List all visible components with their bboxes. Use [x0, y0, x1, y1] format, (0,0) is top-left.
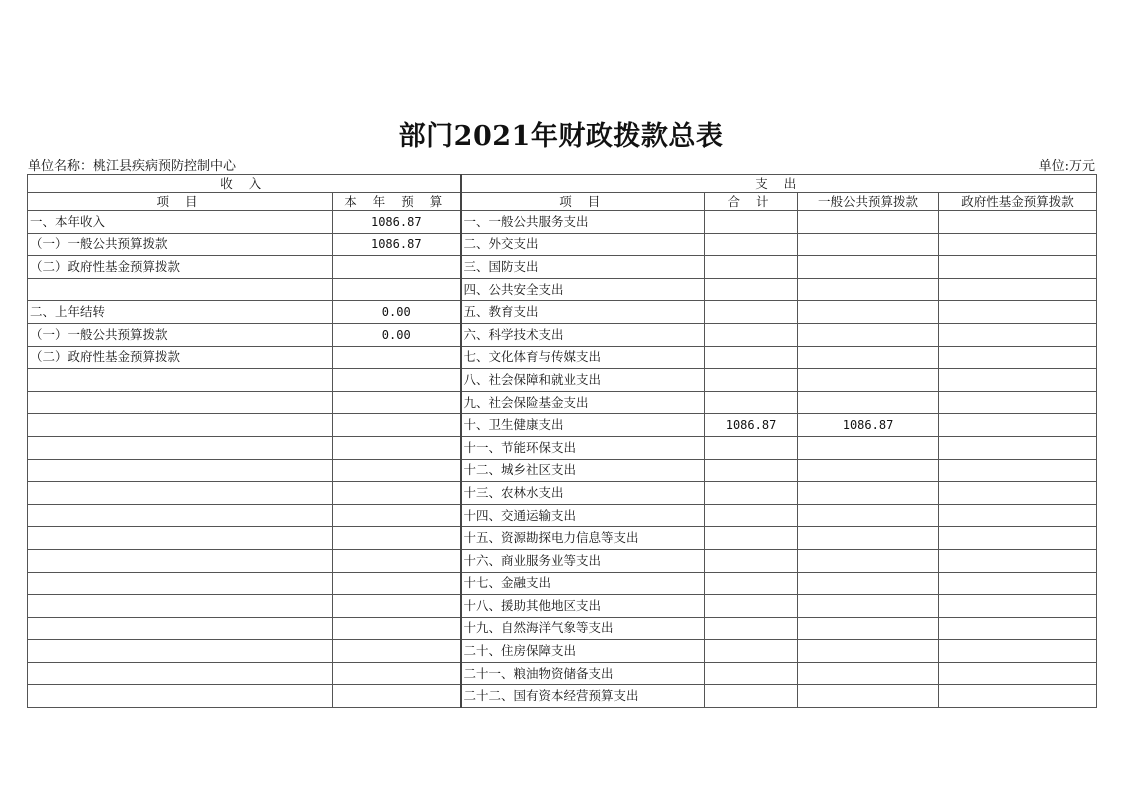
general-budget-cell: [798, 595, 939, 618]
expense-total-cell: [705, 572, 798, 595]
expense-item-cell: 一、一般公共服务支出: [461, 211, 705, 234]
general-budget-cell: [798, 436, 939, 459]
expense-total-cell: [705, 640, 798, 663]
table-row: [28, 278, 1097, 301]
expense-item-cell: 十七、金融支出: [461, 572, 705, 595]
fund-budget-cell: [939, 233, 1097, 256]
table-row: [28, 595, 1097, 618]
general-budget-cell: [798, 391, 939, 414]
expense-total-cell: 1086.87: [705, 414, 798, 437]
expense-total-cell: [705, 369, 798, 392]
income-item-cell: [28, 504, 333, 527]
general-budget-cell: [798, 346, 939, 369]
income-item-cell: [28, 595, 333, 618]
fund-budget-cell: [939, 391, 1097, 414]
income-item-cell: （一）一般公共预算拨款: [28, 323, 333, 346]
income-amount-cell: 0.00: [333, 323, 461, 346]
expense-total-cell: [705, 685, 798, 708]
expense-item-cell: 五、教育支出: [461, 301, 705, 324]
income-amount-cell: [333, 572, 461, 595]
table-row: [28, 662, 1097, 685]
expense-item-cell: 十、卫生健康支出: [461, 414, 705, 437]
general-budget-cell: [798, 323, 939, 346]
income-amount-cell: [333, 278, 461, 301]
general-budget-cell: [798, 278, 939, 301]
expense-item-cell: 十五、资源勘探电力信息等支出: [461, 527, 705, 550]
expense-total-cell: [705, 301, 798, 324]
table-row: [28, 572, 1097, 595]
income-item-cell: [28, 278, 333, 301]
table-row: [28, 369, 1097, 392]
expense-total-cell: [705, 323, 798, 346]
income-item-cell: （二）政府性基金预算拨款: [28, 256, 333, 279]
income-amount-cell: 1086.87: [333, 211, 461, 234]
expense-item-cell: 十三、农林水支出: [461, 482, 705, 505]
general-budget-cell: [798, 504, 939, 527]
income-amount-cell: [333, 459, 461, 482]
general-budget-cell: [798, 685, 939, 708]
expense-item-header: 项 目: [461, 193, 705, 211]
fund-budget-cell: [939, 504, 1097, 527]
fund-budget-cell: [939, 323, 1097, 346]
income-amount-cell: [333, 617, 461, 640]
general-budget-cell: [798, 459, 939, 482]
expense-item-cell: 九、社会保险基金支出: [461, 391, 705, 414]
income-item-cell: [28, 640, 333, 663]
income-item-cell: （二）政府性基金预算拨款: [28, 346, 333, 369]
general-budget-cell: [798, 640, 939, 663]
income-amount-cell: [333, 549, 461, 572]
table-row: [28, 482, 1097, 505]
fund-budget-cell: [939, 527, 1097, 550]
table-row: [28, 459, 1097, 482]
fund-budget-cell: [939, 482, 1097, 505]
table-row: [28, 346, 1097, 369]
expense-item-cell: 十二、城乡社区支出: [461, 459, 705, 482]
general-budget-cell: 1086.87: [798, 414, 939, 437]
expense-total-cell: [705, 459, 798, 482]
income-amount-cell: [333, 436, 461, 459]
income-header: 收 入: [28, 175, 461, 193]
fund-budget-cell: [939, 414, 1097, 437]
income-item-cell: [28, 369, 333, 392]
general-budget-cell: [798, 617, 939, 640]
expense-item-cell: 二、外交支出: [461, 233, 705, 256]
table-row: [28, 617, 1097, 640]
expense-item-cell: 七、文化体育与传媒支出: [461, 346, 705, 369]
income-amount-cell: [333, 595, 461, 618]
expense-item-cell: 十四、交通运输支出: [461, 504, 705, 527]
fund-budget-header: 政府性基金预算拨款: [939, 193, 1097, 211]
table-row: [28, 414, 1097, 437]
expense-item-cell: 六、科学技术支出: [461, 323, 705, 346]
expense-item-cell: 四、公共安全支出: [461, 278, 705, 301]
income-amount-cell: [333, 527, 461, 550]
expense-total-cell: [705, 527, 798, 550]
income-item-cell: [28, 549, 333, 572]
fund-budget-cell: [939, 459, 1097, 482]
income-amount-cell: 0.00: [333, 301, 461, 324]
expense-total-cell: [705, 211, 798, 234]
income-item-cell: 一、本年收入: [28, 211, 333, 234]
expense-item-cell: 十一、节能环保支出: [461, 436, 705, 459]
income-amount-cell: [333, 256, 461, 279]
table-row: [28, 685, 1097, 708]
expense-total-cell: [705, 233, 798, 256]
expense-total-cell: [705, 391, 798, 414]
expense-header: 支 出: [461, 175, 1097, 193]
unit-label: 单位:万元: [1038, 159, 1095, 174]
expense-total-cell: [705, 278, 798, 301]
income-item-cell: [28, 391, 333, 414]
budget-header: 本 年 预 算: [333, 193, 461, 211]
income-amount-cell: [333, 369, 461, 392]
fund-budget-cell: [939, 640, 1097, 663]
unit-name: 单位名称：桃江县疾病预防控制中心: [28, 159, 237, 174]
general-budget-header: 一般公共预算拨款: [798, 193, 939, 211]
table-row: [28, 527, 1097, 550]
income-item-cell: [28, 572, 333, 595]
expense-total-cell: [705, 504, 798, 527]
income-item-cell: [28, 617, 333, 640]
income-item-cell: [28, 436, 333, 459]
income-item-cell: [28, 527, 333, 550]
general-budget-cell: [798, 527, 939, 550]
page-title: 部门2021年财政拨款总表: [398, 121, 724, 152]
expense-total-cell: [705, 662, 798, 685]
expense-item-cell: 二十一、粮油物资储备支出: [461, 662, 705, 685]
expense-item-cell: 二十、住房保障支出: [461, 640, 705, 663]
expense-total-cell: [705, 617, 798, 640]
income-item-cell: [28, 459, 333, 482]
table-row: [28, 549, 1097, 572]
income-amount-cell: [333, 504, 461, 527]
income-amount-cell: 1086.87: [333, 233, 461, 256]
total-header: 合 计: [705, 193, 798, 211]
income-item-cell: [28, 414, 333, 437]
expense-total-cell: [705, 482, 798, 505]
column-header-row: [28, 193, 1097, 211]
expense-item-cell: 三、国防支出: [461, 256, 705, 279]
income-item-header: 项 目: [28, 193, 333, 211]
fund-budget-cell: [939, 278, 1097, 301]
income-item-cell: （一）一般公共预算拨款: [28, 233, 333, 256]
income-amount-cell: [333, 662, 461, 685]
general-budget-cell: [798, 549, 939, 572]
expense-total-cell: [705, 549, 798, 572]
table-row: [28, 301, 1097, 324]
expense-item-cell: 八、社会保障和就业支出: [461, 369, 705, 392]
fund-budget-cell: [939, 436, 1097, 459]
general-budget-cell: [798, 572, 939, 595]
income-amount-cell: [333, 685, 461, 708]
income-amount-cell: [333, 391, 461, 414]
general-budget-cell: [798, 233, 939, 256]
income-item-cell: [28, 685, 333, 708]
general-budget-cell: [798, 211, 939, 234]
general-budget-cell: [798, 662, 939, 685]
general-budget-cell: [798, 301, 939, 324]
fund-budget-cell: [939, 662, 1097, 685]
table-row: [28, 391, 1097, 414]
expense-item-cell: 二十二、国有资本经营预算支出: [461, 685, 705, 708]
expense-item-cell: 十六、商业服务业等支出: [461, 549, 705, 572]
appropriation-table: [27, 174, 1097, 708]
general-budget-cell: [798, 482, 939, 505]
fund-budget-cell: [939, 256, 1097, 279]
section-header-row: [28, 175, 1097, 193]
income-item-cell: 二、上年结转: [28, 301, 333, 324]
income-item-cell: [28, 662, 333, 685]
expense-total-cell: [705, 346, 798, 369]
table-row: [28, 323, 1097, 346]
fund-budget-cell: [939, 572, 1097, 595]
table-row: [28, 233, 1097, 256]
expense-total-cell: [705, 256, 798, 279]
table-row: [28, 504, 1097, 527]
fund-budget-cell: [939, 617, 1097, 640]
fund-budget-cell: [939, 301, 1097, 324]
expense-total-cell: [705, 595, 798, 618]
income-amount-cell: [333, 414, 461, 437]
fund-budget-cell: [939, 549, 1097, 572]
general-budget-cell: [798, 369, 939, 392]
income-item-cell: [28, 482, 333, 505]
expense-item-cell: 十八、援助其他地区支出: [461, 595, 705, 618]
income-amount-cell: [333, 346, 461, 369]
table-row: [28, 256, 1097, 279]
fund-budget-cell: [939, 369, 1097, 392]
income-amount-cell: [333, 482, 461, 505]
fund-budget-cell: [939, 685, 1097, 708]
fund-budget-cell: [939, 595, 1097, 618]
expense-item-cell: 十九、自然海洋气象等支出: [461, 617, 705, 640]
table-row: [28, 436, 1097, 459]
general-budget-cell: [798, 256, 939, 279]
table-row: [28, 211, 1097, 234]
fund-budget-cell: [939, 346, 1097, 369]
expense-total-cell: [705, 436, 798, 459]
table-row: [28, 640, 1097, 663]
income-amount-cell: [333, 640, 461, 663]
fund-budget-cell: [939, 211, 1097, 234]
